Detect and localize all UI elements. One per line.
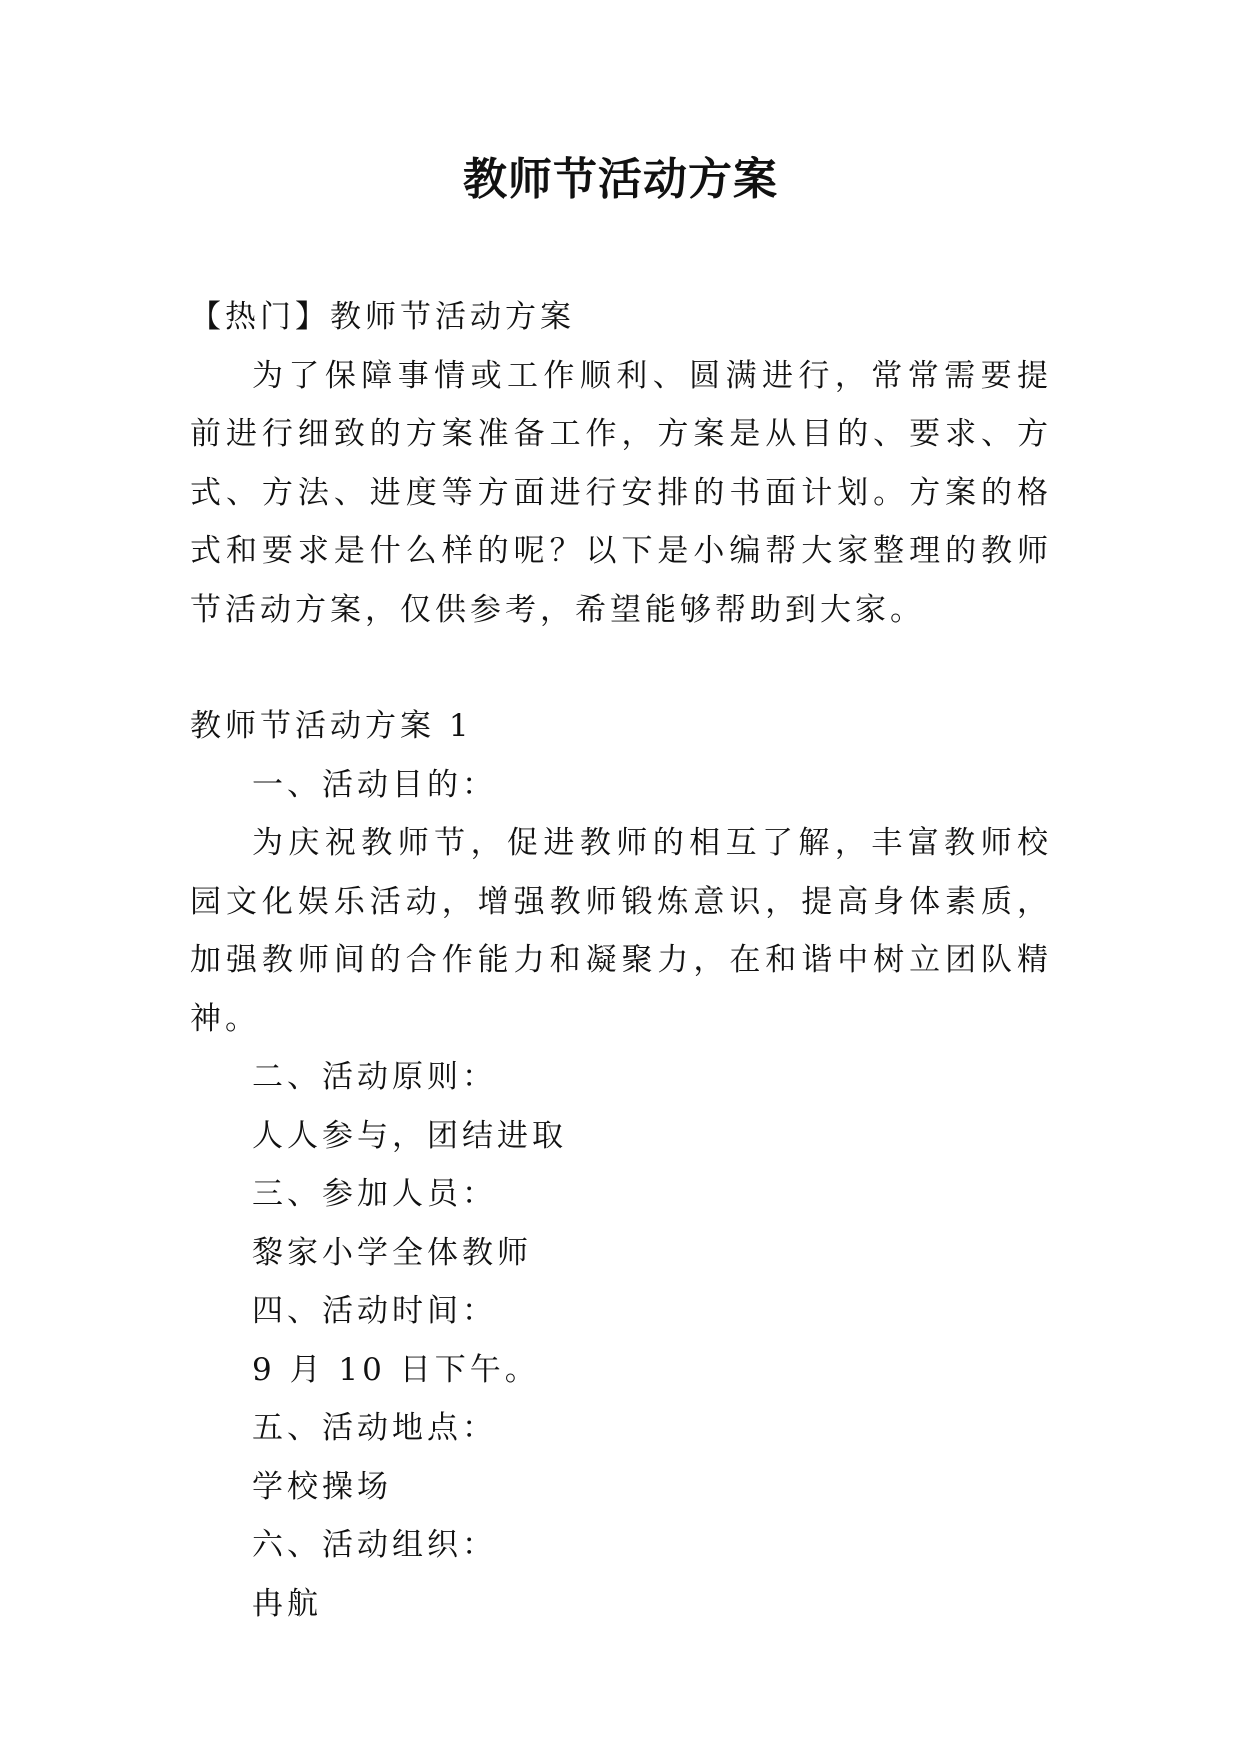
section-principle-text: 人人参与，团结进取 — [252, 1117, 567, 1154]
subtitle-line: 【热门】教师节活动方案 — [190, 299, 575, 335]
section-organization-text: 冉航 — [252, 1585, 322, 1622]
section-heading: 教师节活动方案 1 — [190, 708, 473, 744]
section-aim-text: 为庆祝教师节，促进教师的相互了解，丰富教师校园文化娱乐活动，增强教师锻炼意识，提高身体素质，加强教师间的合作能力和凝聚力，在和谐中树立团队精神。 — [190, 825, 1052, 1037]
document-body — [190, 288, 1052, 1633]
section-time-heading: 四、活动时间： — [252, 1293, 497, 1329]
section-principle-heading: 二、活动原则： — [252, 1059, 497, 1095]
paragraph-gap — [190, 639, 1052, 697]
section-time-text: 9 月 10 日下午。 — [252, 1351, 540, 1388]
section-place-heading: 五、活动地点： — [252, 1410, 497, 1446]
document-title: 教师节活动方案 — [463, 154, 778, 205]
section-aim-heading: 一、活动目的： — [252, 766, 497, 803]
section-participants-heading: 三、参加人员： — [252, 1176, 497, 1212]
intro-paragraph: 为了保障事情或工作顺利、圆满进行，常常需要提前进行细致的方案准备工作，方案是从目的、要求、方式、方法、进度等方面进行安排的书面计划。方案的格式和要求是什么样的呢？以下是小编帮大家整理的教师节活动方案，仅供参考，希望能够帮助到大家。 — [190, 357, 1052, 628]
section-place-text: 学校操场 — [252, 1468, 392, 1505]
section-organization-heading: 六、活动组织： — [252, 1527, 497, 1563]
section-participants-text: 黎家小学全体教师 — [252, 1234, 532, 1271]
